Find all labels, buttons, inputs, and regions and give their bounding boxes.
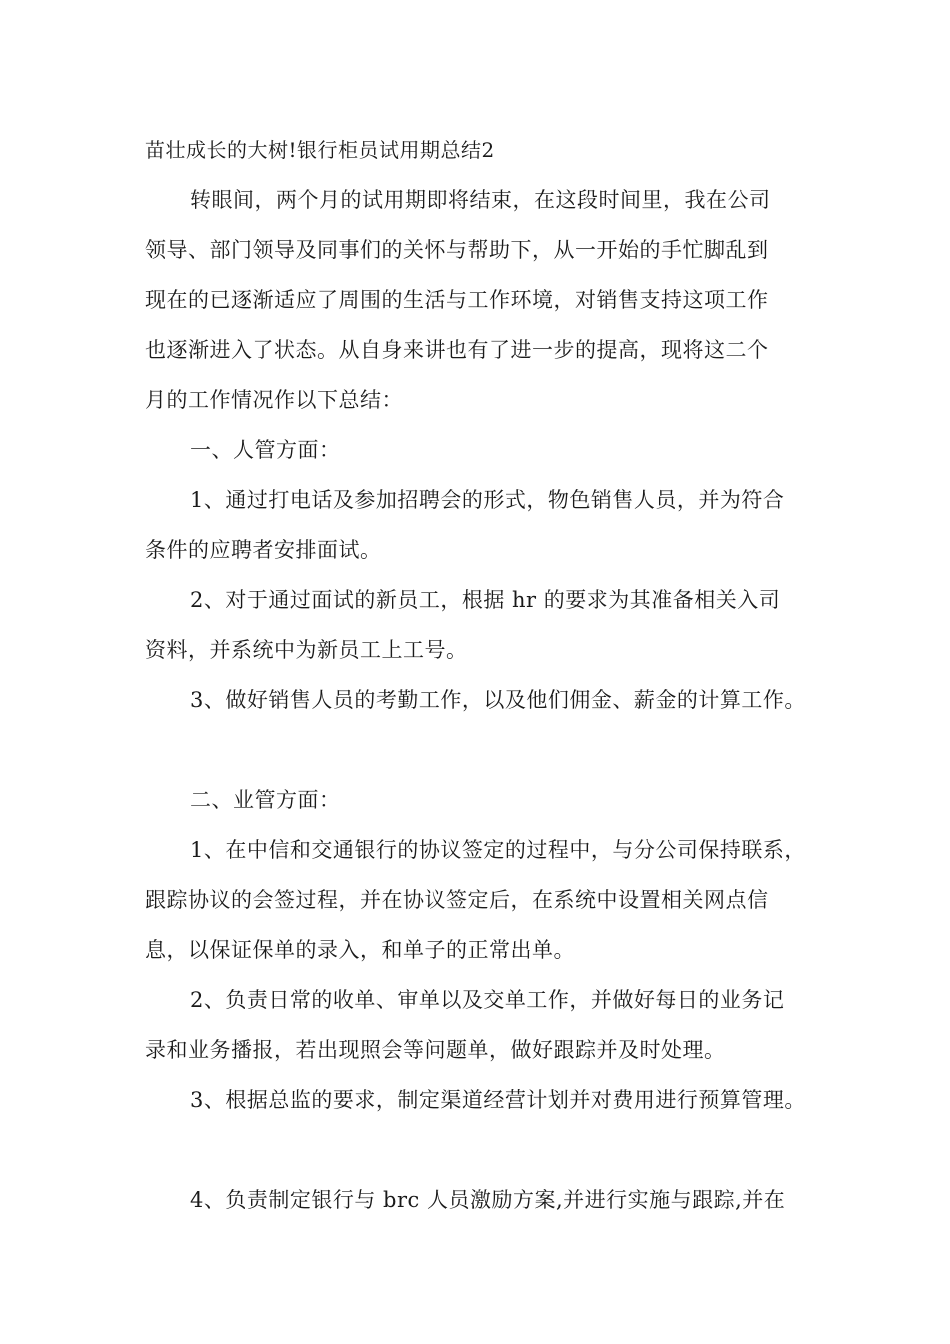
paragraph-line: 领导、部门领导及同事们的关怀与帮助下，从一开始的手忙脚乱到: [145, 238, 769, 262]
list-item-line: 跟踪协议的会签过程，并在协议签定后，在系统中设置相关网点信: [145, 888, 769, 912]
list-item-line: 资料，并系统中为新员工上工号。: [145, 638, 468, 662]
list-item-line: 息，以保证保单的录入，和单子的正常出单。: [145, 938, 575, 962]
list-item-line: 2、负责日常的收单、审单以及交单工作，并做好每日的业务记: [190, 988, 785, 1012]
list-item-line: 3、做好销售人员的考勤工作，以及他们佣金、薪金的计算工作。: [190, 688, 806, 712]
list-item-line: 条件的应聘者安排面试。: [145, 538, 382, 562]
list-item-line: 4、负责制定银行与 brc 人员激励方案,并进行实施与跟踪,并在: [190, 1188, 786, 1212]
list-item-line: 2、对于通过面试的新员工，根据 hr 的要求为其准备相关入司: [190, 588, 781, 612]
paragraph-line: 也逐渐进入了状态。从自身来讲也有了进一步的提高，现将这二个: [145, 338, 769, 362]
list-item-line: 1、通过打电话及参加招聘会的形式，物色销售人员，并为符合: [190, 488, 785, 512]
list-item-line: 录和业务播报，若出现照会等问题单，做好跟踪并及时处理。: [145, 1038, 726, 1062]
paragraph-line: 月的工作情况作以下总结：: [145, 388, 403, 412]
list-item-line: 1、在中信和交通银行的协议签定的过程中，与分公司保持联系，: [190, 838, 806, 862]
paragraph-line: 现在的已逐渐适应了周围的生活与工作环境，对销售支持这项工作: [145, 288, 769, 312]
document-title: 苗壮成长的大树!银行柜员试用期总结2: [145, 138, 495, 162]
section-heading: 一、人管方面：: [190, 438, 341, 462]
list-item-line: 3、根据总监的要求，制定渠道经营计划并对费用进行预算管理。: [190, 1088, 806, 1112]
section-heading: 二、业管方面：: [190, 788, 341, 812]
paragraph-line: 转眼间，两个月的试用期即将结束，在这段时间里，我在公司: [190, 188, 771, 212]
